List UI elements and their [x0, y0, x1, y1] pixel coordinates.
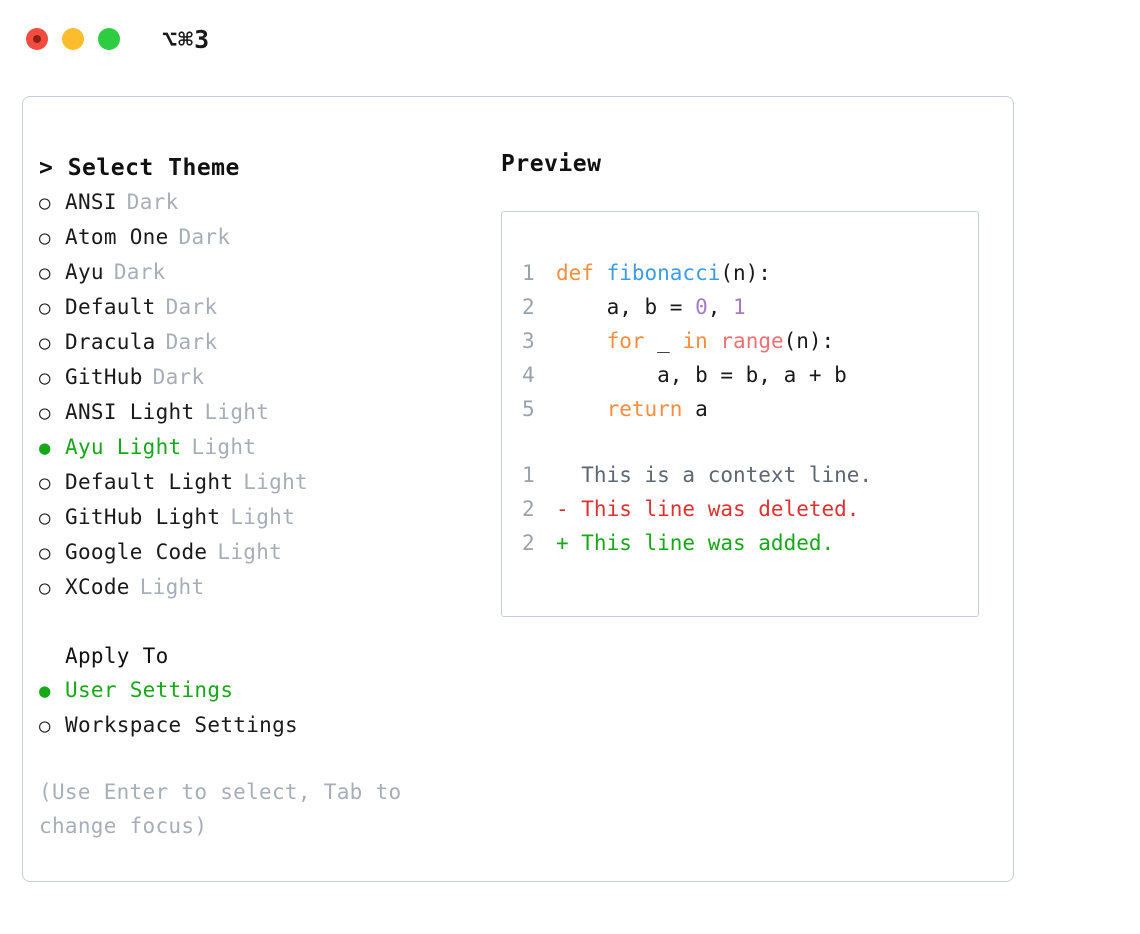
- apply-to-list[interactable]: [39, 673, 479, 743]
- theme-item-label: Default Light: [65, 470, 234, 494]
- preview-title: Preview: [501, 151, 602, 177]
- theme-item-label: Atom One: [65, 225, 169, 249]
- theme-selection-column: [39, 151, 479, 843]
- code-token: for: [606, 329, 645, 353]
- radio-unselected-icon: ○: [39, 192, 51, 214]
- preview-column: [501, 151, 1001, 617]
- diff-line: [522, 526, 978, 560]
- code-token: [556, 397, 607, 421]
- radio-unselected-icon: ○: [39, 507, 51, 529]
- code-token: (n):: [783, 329, 835, 353]
- shortcut-label: ⌥⌘3: [162, 24, 211, 54]
- preview-box: [501, 211, 979, 617]
- theme-item-variant-tag: Light: [243, 470, 308, 494]
- code-token: 1: [733, 295, 746, 319]
- theme-item[interactable]: [39, 500, 479, 535]
- theme-item[interactable]: [39, 220, 479, 255]
- theme-item[interactable]: [39, 395, 479, 430]
- theme-item-label: Google Code: [65, 540, 208, 564]
- apply-to-item-label: Workspace Settings: [65, 713, 298, 737]
- code-text: [556, 358, 847, 392]
- diff-text: - This line was deleted.: [556, 497, 860, 521]
- keyboard-hint: (Use Enter to select, Tab to change focus): [39, 780, 402, 838]
- line-number: 2: [522, 531, 535, 555]
- code-text: [556, 290, 746, 324]
- code-token: _: [644, 329, 683, 353]
- theme-item[interactable]: [39, 430, 479, 465]
- code-token: a, b =: [556, 295, 696, 319]
- radio-unselected-icon: ○: [39, 297, 51, 319]
- apply-to-item[interactable]: [39, 673, 479, 708]
- maximize-button[interactable]: [98, 28, 120, 50]
- minimize-button[interactable]: [62, 28, 84, 50]
- code-line: [522, 358, 978, 392]
- theme-item-variant-tag: Dark: [152, 365, 205, 389]
- radio-unselected-icon: ○: [39, 577, 51, 599]
- code-token: 0: [695, 295, 708, 319]
- line-number: 1: [522, 261, 535, 285]
- radio-selected-icon: ●: [39, 680, 51, 702]
- code-token: range: [720, 329, 784, 353]
- radio-unselected-icon: ○: [39, 227, 51, 249]
- radio-unselected-icon: ○: [39, 262, 51, 284]
- code-token: [556, 329, 607, 353]
- radio-unselected-icon: ○: [39, 542, 51, 564]
- diff-sample: [522, 458, 978, 560]
- theme-item-variant-tag: Light: [217, 540, 283, 564]
- theme-list[interactable]: [39, 185, 479, 605]
- code-line: [522, 256, 978, 290]
- diff-line: [522, 458, 978, 492]
- theme-item[interactable]: [39, 465, 479, 500]
- close-button[interactable]: [26, 28, 48, 50]
- theme-item-label: GitHub Light: [65, 505, 221, 529]
- code-line: [522, 290, 978, 324]
- main-panel: [22, 96, 1014, 882]
- code-token: fibonacci: [606, 261, 721, 285]
- code-token: (n):: [720, 261, 771, 285]
- line-number: 3: [522, 329, 535, 353]
- code-token: def: [556, 261, 607, 285]
- theme-item-label: GitHub: [65, 365, 143, 389]
- theme-item[interactable]: [39, 255, 479, 290]
- code-sample: [522, 256, 978, 426]
- theme-item[interactable]: [39, 290, 479, 325]
- code-text: [556, 392, 708, 426]
- code-token: in: [682, 329, 708, 353]
- theme-item[interactable]: [39, 360, 479, 395]
- theme-item-variant-tag: Dark: [178, 225, 231, 249]
- theme-item-variant-tag: Light: [191, 435, 257, 459]
- line-number: 4: [522, 363, 535, 387]
- diff-text: + This line was added.: [556, 531, 835, 555]
- code-text: [556, 324, 834, 358]
- line-number: 2: [522, 295, 535, 319]
- theme-item[interactable]: [39, 535, 479, 570]
- code-token: return: [606, 397, 683, 421]
- theme-item[interactable]: [39, 570, 479, 605]
- apply-to-heading: Apply To: [65, 644, 169, 668]
- theme-item-variant-tag: Dark: [126, 190, 179, 214]
- theme-item-variant-tag: Dark: [165, 295, 218, 319]
- apply-to-item[interactable]: [39, 708, 479, 743]
- diff-line: [522, 492, 978, 526]
- radio-unselected-icon: ○: [39, 472, 51, 494]
- select-theme-heading: > Select Theme: [39, 155, 240, 181]
- code-token: [708, 329, 721, 353]
- line-number: 5: [522, 397, 535, 421]
- theme-item-variant-tag: Dark: [165, 330, 218, 354]
- title-bar: [0, 0, 1140, 78]
- apply-to-item-label: User Settings: [65, 678, 234, 702]
- theme-item-label: ANSI Light: [65, 400, 195, 424]
- radio-selected-icon: ●: [39, 437, 51, 459]
- theme-item-variant-tag: Light: [139, 575, 205, 599]
- theme-item-label: Default: [65, 295, 156, 319]
- radio-unselected-icon: ○: [39, 367, 51, 389]
- radio-unselected-icon: ○: [39, 715, 51, 737]
- theme-item-label: Ayu Light: [65, 435, 182, 459]
- line-number: 1: [522, 463, 535, 487]
- theme-item-label: ANSI: [65, 190, 117, 214]
- theme-item-variant-tag: Dark: [113, 260, 166, 284]
- diff-text: This is a context line.: [556, 463, 873, 487]
- code-token: a, b = b, a + b: [556, 363, 847, 387]
- theme-item[interactable]: [39, 185, 479, 220]
- code-line: [522, 324, 978, 358]
- radio-unselected-icon: ○: [39, 402, 51, 424]
- code-text: [556, 256, 771, 290]
- theme-item-variant-tag: Light: [204, 400, 270, 424]
- theme-item-label: Ayu: [65, 260, 104, 284]
- line-number: 2: [522, 497, 535, 521]
- code-line: [522, 392, 978, 426]
- radio-unselected-icon: ○: [39, 332, 51, 354]
- theme-item-label: Dracula: [65, 330, 156, 354]
- code-token: a: [682, 397, 708, 421]
- traffic-light-buttons: [26, 28, 120, 50]
- code-token: ,: [707, 295, 734, 319]
- theme-item[interactable]: [39, 325, 479, 360]
- theme-item-label: XCode: [65, 575, 130, 599]
- theme-item-variant-tag: Light: [230, 505, 296, 529]
